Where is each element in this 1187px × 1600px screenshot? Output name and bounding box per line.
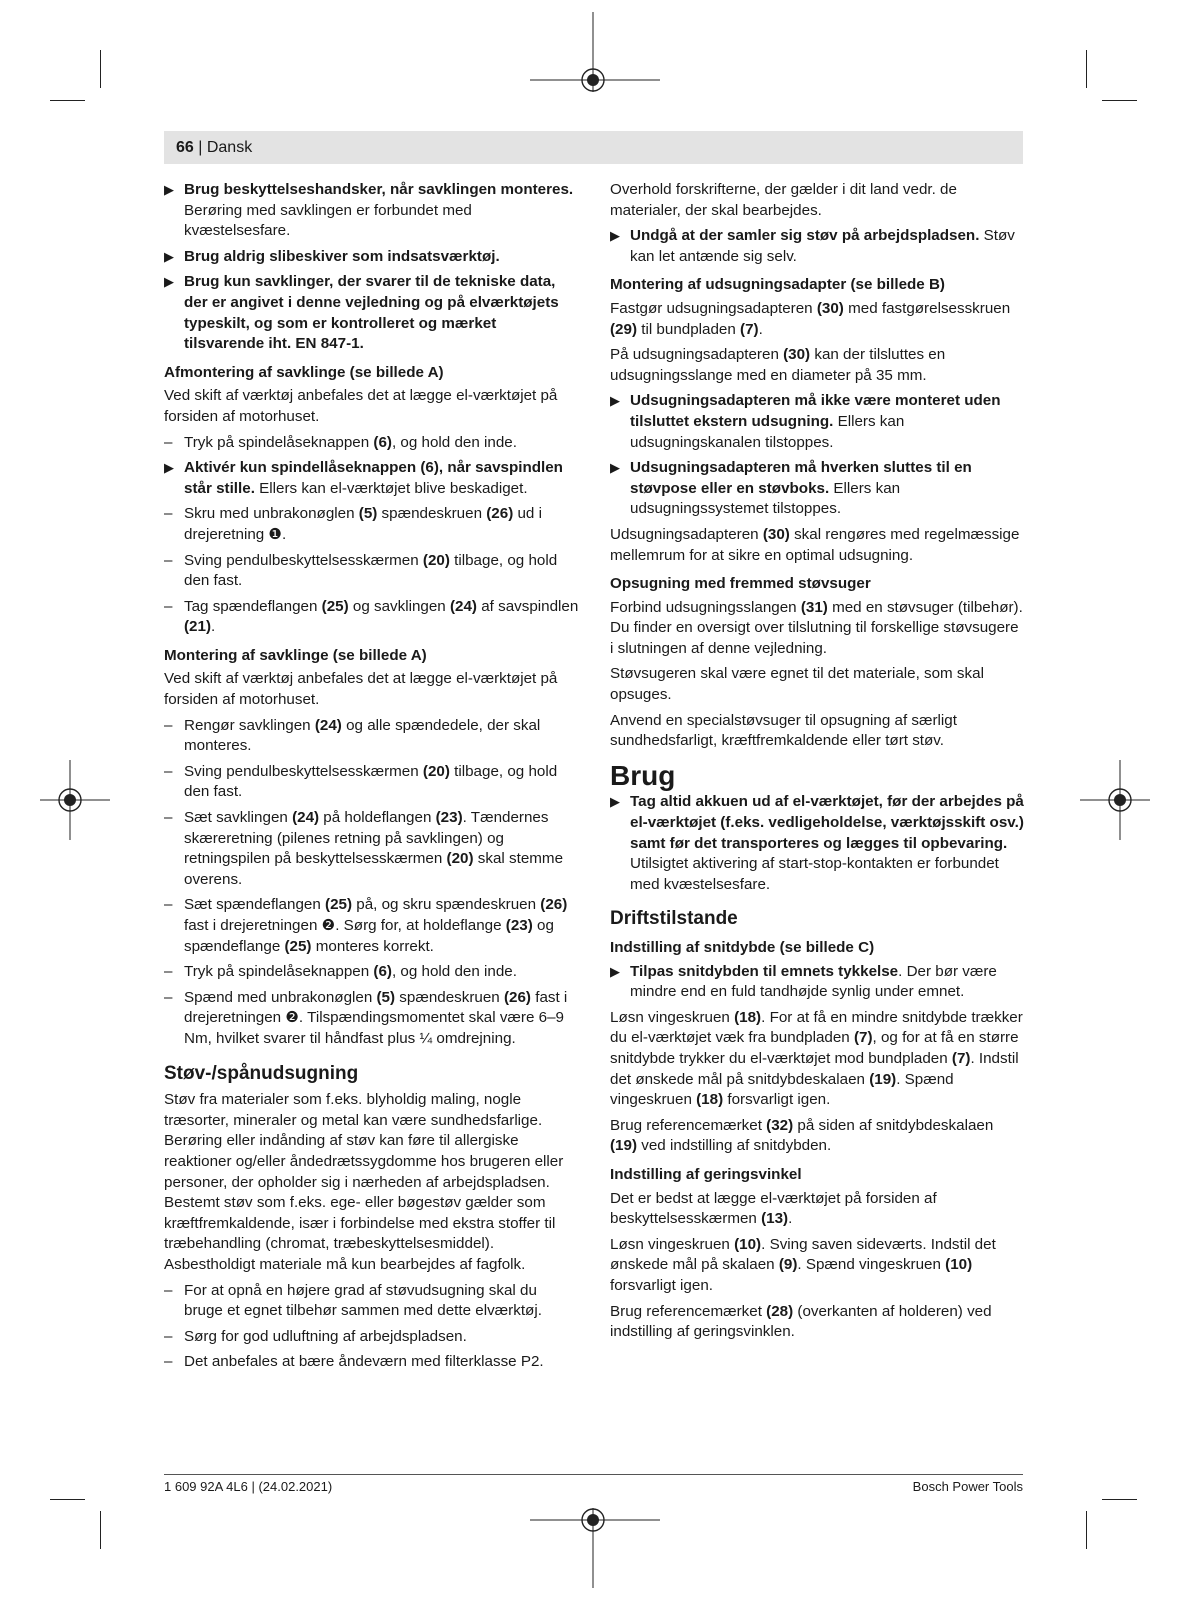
paragraph: Løsn vingeskruen (10). Sving saven sideværts. Indstil det ønskede mål på skalaen (9). Spænd vingeskruen (10) forsvarligt igen. bbox=[610, 1235, 996, 1294]
crop-mark bbox=[50, 100, 85, 101]
paragraph: Brug referencemærket (32) på siden af snitdybdeskalaen (19) ved indstilling af snitdybden. bbox=[610, 1116, 994, 1155]
paragraph: På udsugningsadapteren (30) kan der tilsluttes en udsugningsslange med en diameter på 35 mm. bbox=[610, 346, 946, 384]
registration-mark-icon bbox=[40, 760, 110, 840]
crop-mark bbox=[1102, 1499, 1137, 1500]
paragraph: Løsn vingeskruen (18). For at få en mindre snitdybde trækker du el-værktøjet væk fra bundpladen (7), og for at få en større snitdybde trykker du el-værktøjet mod bundpladen (7). Indstil det ønskede mål på snitdybdeskalaen (19). Spænd vingeskruen (18) forsvarligt igen. bbox=[610, 1008, 1023, 1109]
section-heading: Driftstilstande bbox=[610, 908, 738, 930]
dash-marker: – bbox=[164, 551, 173, 569]
left-column bbox=[164, 180, 579, 1378]
right-column bbox=[610, 180, 1024, 1348]
document-number: 1 609 92A 4L6 | (24.02.2021) bbox=[164, 1479, 333, 1494]
warning-item bbox=[164, 272, 579, 354]
list-item: – Sving pendulbeskyttelsesskærmen (20) tilbage, og hold den fast. bbox=[164, 762, 558, 801]
list-item: – Det anbefales at bære åndeværn med filterklasse P2. bbox=[164, 1352, 579, 1373]
bullet-icon: ▶ bbox=[610, 460, 620, 476]
paragraph: Ved skift af værktøj anbefales det at lægge el-værktøjet på forsiden af motorhuset. bbox=[164, 387, 558, 425]
paragraph: Anvend en specialstøvsuger til opsugning af særligt sundhedsfarligt, kræftfremkaldende eller tørt støv. bbox=[610, 711, 957, 750]
list-item: – Sæt spændeflangen (25) på, og skru spændeskruen (26) fast i drejeretningen ❷. Sørg for, at holdeflange (23) og spændeflange (25) monteres korrekt. bbox=[164, 896, 568, 955]
warning-item: ▶ Udsugningsadapteren må hverken sluttes til en støvpose eller en støvboks. Ellers kan udsugningssystemet tilstoppes. bbox=[610, 459, 972, 518]
page-footer bbox=[164, 1474, 1023, 1494]
section-heading: Opsugning med fremmed støvsuger bbox=[610, 575, 871, 593]
dash-marker: – bbox=[164, 963, 173, 981]
subsection-heading: Indstilling af geringsvinkel bbox=[610, 1165, 802, 1183]
bullet-icon: ▶ bbox=[610, 228, 620, 244]
crop-mark bbox=[1086, 1511, 1087, 1549]
warning-item: ▶ Aktivér kun spindellåseknappen (6), når savspindlen står stille. Ellers kan el-værktøjet blive beskadiget. bbox=[164, 459, 563, 497]
dash-marker: – bbox=[164, 988, 173, 1006]
bullet-icon: ▶ bbox=[610, 794, 620, 810]
warning-text: Brug beskyttelseshandsker, når savklingen monteres. bbox=[184, 181, 574, 198]
section-heading: Montering af udsugningsadapter (se billede B) bbox=[610, 276, 945, 294]
dash-marker: – bbox=[164, 1353, 173, 1371]
section-heading: Støv-/spånudsugning bbox=[164, 1062, 359, 1084]
list-item: – For at opnå en højere grad af støvudsugning skal du bruge et egnet tilbehør sammen med dette elværktøj. bbox=[164, 1281, 542, 1320]
paragraph: Ved skift af værktøj anbefales det at lægge el-værktøjet på forsiden af motorhuset. bbox=[164, 670, 558, 709]
list-item: – Tryk på spindelåseknappen (6), og hold den inde. bbox=[164, 433, 579, 454]
bullet-icon: ▶ bbox=[164, 274, 174, 290]
warning-item: ▶ Tag altid akkuen ud af el-værktøjet, før der arbejdes på el-værktøjet (f.eks. vedligeholdelse, værktøjsskift osv.) samt før det transporteres og lægges til opbevaring. Utilsigtet aktivering af start-stop-kontakten er forbundet med kvæstelsesfare. bbox=[610, 793, 1024, 893]
list-item: – Skru med unbrakonøglen (5) spændeskruen (26) ud i drejeretning ❶. bbox=[164, 505, 542, 543]
warning-detail: Berøring med savklingen er forbundet med kvæstelsesfare. bbox=[184, 201, 472, 240]
header-language: Dansk bbox=[206, 139, 253, 156]
section-heading: Montering af savklinge (se billede A) bbox=[164, 646, 427, 664]
registration-mark-icon bbox=[1080, 760, 1150, 840]
header-separator: | bbox=[193, 139, 207, 156]
paragraph: Forbind udsugningsslangen (31) med en støvsuger (tilbehør). Du finder en oversigt over tilslutning til forskellige støvsugere i slutningen af denne vejledning. bbox=[610, 598, 1023, 657]
page-number: 66 bbox=[176, 139, 194, 156]
section-heading: Afmontering af savklinge (se billede A) bbox=[164, 363, 444, 381]
registration-mark-icon bbox=[530, 12, 660, 92]
list-item: – Sæt savklingen (24) på holdeflangen (23). Tændernes skæreretning (pilenes retning på savklingen) og retningspilen på beskyttelsesskærmen (20) skal stemme overens. bbox=[164, 809, 564, 888]
crop-mark bbox=[1086, 50, 1087, 88]
dash-marker: – bbox=[164, 809, 173, 827]
paragraph: Overhold forskrifterne, der gælder i dit land vedr. de materialer, der skal bearbejdes. bbox=[610, 181, 957, 219]
list-item: – Sørg for god udluftning af arbejdspladsen. bbox=[164, 1327, 579, 1348]
warning-item: ▶ Tilpas snitdybden til emnets tykkelse. Der bør være mindre end en fuld tandhøjde synlig under emnet. bbox=[610, 962, 997, 1001]
warning-item bbox=[164, 247, 579, 268]
bullet-icon: ▶ bbox=[610, 393, 620, 409]
dash-marker: – bbox=[164, 1327, 173, 1345]
warning-text: Brug aldrig slibeskiver som indsatsværktøj. bbox=[184, 247, 500, 265]
page-header bbox=[164, 131, 1023, 164]
dash-marker: – bbox=[164, 762, 173, 780]
bullet-icon: ▶ bbox=[164, 248, 174, 264]
header-label bbox=[176, 139, 252, 157]
dash-marker: – bbox=[164, 896, 173, 914]
bullet-icon: ▶ bbox=[164, 460, 174, 476]
warning-item bbox=[164, 180, 579, 242]
list-item: – Tag spændeflangen (25) og savklingen (24) af savspindlen (21). bbox=[164, 597, 579, 636]
list-item: – Rengør savklingen (24) og alle spændedele, der skal monteres. bbox=[164, 716, 541, 755]
paragraph: Brug referencemærket (28) (overkanten af holderen) ved indstilling af geringsvinklen. bbox=[610, 1302, 992, 1341]
bullet-icon: ▶ bbox=[610, 963, 620, 979]
paragraph: Det er bedst at lægge el-værktøjet på forsiden af beskyttelsesskærmen (13). bbox=[610, 1189, 937, 1228]
subsection-heading: Indstilling af snitdybde (se billede C) bbox=[610, 939, 875, 956]
list-item: – Spænd med unbrakonøglen (5) spændeskruen (26) fast i drejeretningen ❷. Tilspændingsmomentet skal være 6–9 Nm, hvilket svarer til håndfast plus ¼ omdrejning. bbox=[164, 988, 568, 1047]
paragraph: Bestemt støv som f.eks. ege- eller bøgestøv gælder som kræftfremkaldende, især i forbindelse med ekstra stoffer til træbehandling (chromat, træbeskyttelsesmiddel). Asbestholdigt materiale må kun bearbejdes af fagfolk. bbox=[164, 1194, 556, 1273]
dash-marker: – bbox=[164, 716, 173, 734]
list-item: – Sving pendulbeskyttelsesskærmen (20) tilbage, og hold den fast. bbox=[164, 551, 558, 590]
dash-marker: – bbox=[164, 433, 173, 451]
paragraph: Fastgør udsugningsadapteren (30) med fastgørelsesskruen (29) til bundpladen (7). bbox=[610, 299, 1011, 338]
paragraph: Støvsugeren skal være egnet til det materiale, som skal opsuges. bbox=[610, 665, 984, 704]
paragraph: Støv fra materialer som f.eks. blyholdig maling, nogle træsorter, mineraler og metal kan være sundhedsfarlige. Berøring eller indånding af støv kan føre til allergiske reaktioner og/eller åndedrætssygdomme hos brugeren eller personer, der opholder sig i nærheden af arbejdspladsen. bbox=[164, 1091, 564, 1191]
bullet-icon: ▶ bbox=[164, 182, 174, 197]
list-item: – Tryk på spindelåseknappen (6), og hold den inde. bbox=[164, 962, 579, 983]
paragraph: Udsugningsadapteren (30) skal rengøres med regelmæssige mellemrum for at sikre en optimal udsugning. bbox=[610, 525, 1020, 564]
chapter-heading: Brug bbox=[610, 759, 676, 791]
crop-mark bbox=[100, 1511, 101, 1549]
crop-mark bbox=[50, 1499, 85, 1500]
registration-mark-icon bbox=[530, 1508, 660, 1588]
crop-mark bbox=[1102, 100, 1137, 101]
dash-marker: – bbox=[164, 505, 173, 523]
warning-item: ▶ Undgå at der samler sig støv på arbejdspladsen. Støv kan let antænde sig selv. bbox=[610, 227, 1015, 265]
warning-item: ▶ Udsugningsadapteren må ikke være monteret uden tilsluttet ekstern udsugning. Ellers kan udsugningskanalen tilstoppes. bbox=[610, 392, 1001, 451]
warning-text: Brug kun savklinger, der svarer til de tekniske data, der er angivet i denne vejledning og på elværktøjets typeskilt, og som er kontrolleret og mærket tilsvarende iht. EN 847-1. bbox=[184, 273, 559, 353]
crop-mark bbox=[100, 50, 101, 88]
dash-marker: – bbox=[164, 1281, 173, 1299]
dash-marker: – bbox=[164, 597, 173, 615]
brand-name: Bosch Power Tools bbox=[912, 1479, 1023, 1494]
